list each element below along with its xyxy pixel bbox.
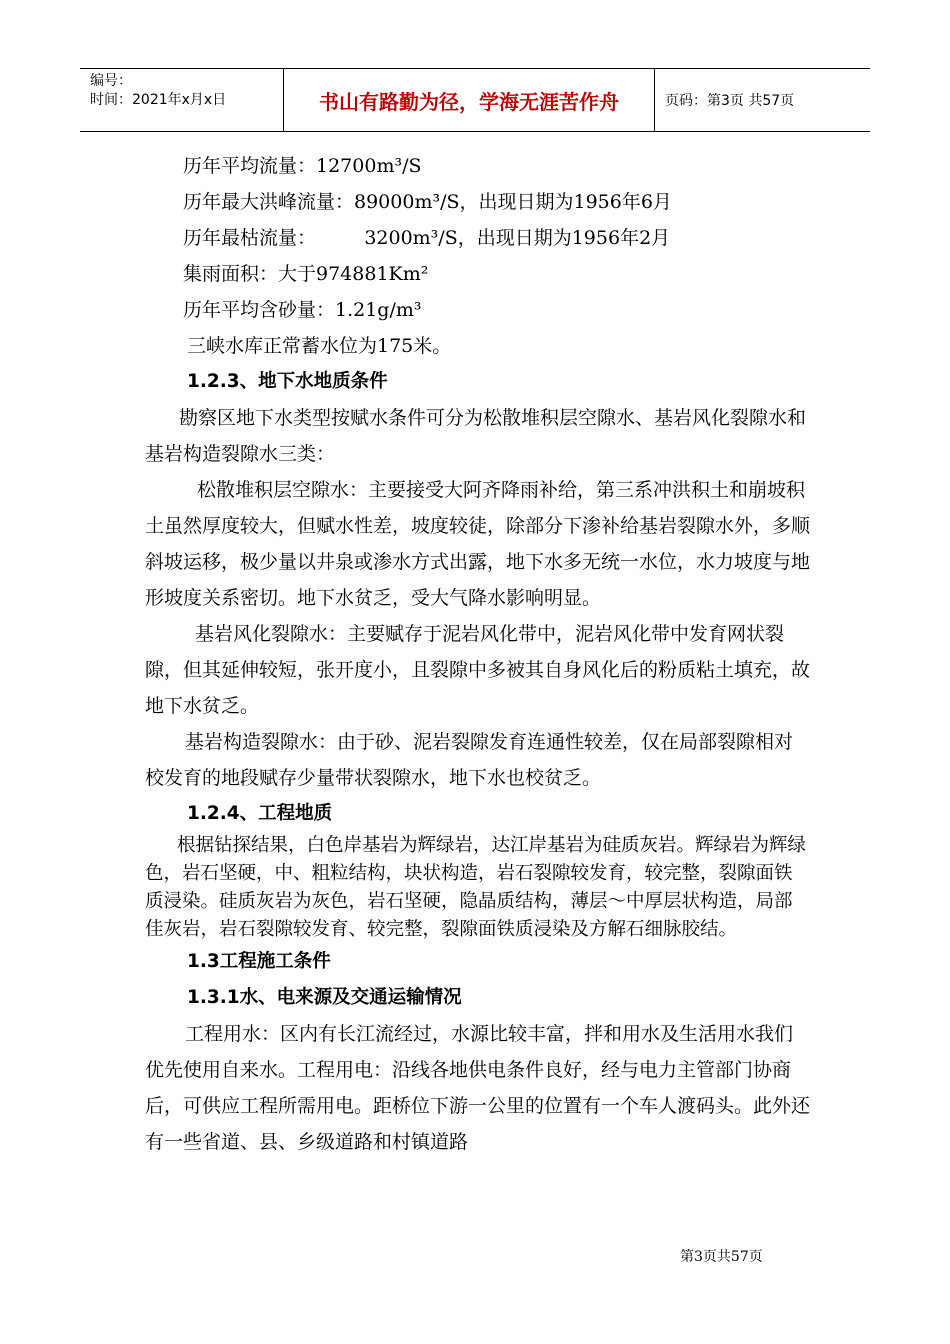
document-body [145, 148, 810, 1160]
header-page-number: 页码：第3页 共57页 [665, 93, 795, 109]
page-header [80, 68, 870, 132]
paragraph-loose-deposit-water: 松散堆积层空隙水：主要接受大阿齐降雨补给，第三系冲洪积土和崩坡积土虽然厚度较大，但赋水性差，坡度较徒，除部分下渗补给基岩裂隙水外，多顺斜坡运移，极少量以井泉或渗水方式出露，地下水多无统一水位，水力坡度与地形坡度关系密切。地下水贫乏，受大气降水影响明显。 [145, 479, 811, 609]
paragraph-weathered-fissure-water: 基岩风化裂隙水：主要赋存于泥岩风化带中，泥岩风化带中发育网状裂隙，但其延伸较短，张开度小，且裂隙中多被其自身风化后的粉质粘土填充，故地下水贫乏。 [145, 623, 811, 717]
paragraph-engineering-geology: 根据钻探结果，白色岸基岩为辉绿岩，达江岸基岩为硅质灰岩。辉绿岩为辉绿色，岩石坚硬，中、粗粒结构，块状构造，岩石裂隙较发育，较完整，裂隙面铁质浸染。硅质灰岩为灰色，岩石坚硬，隐晶质结构，薄层～中厚层状构造，局部佳灰岩，岩石裂隙较发育、较完整，裂隙面铁质浸染及方解石细脉胶结。 [145, 835, 807, 940]
max-flood-line: 历年最大洪峰流量：89000m³/S，出现日期为1956年6月 [183, 191, 672, 213]
section-heading-1-3-1: 1.3.1水、电来源及交通运输情况 [187, 987, 462, 1008]
page-footer: 第3页共57页 [680, 1249, 763, 1265]
section-heading-1-3: 1.3工程施工条件 [187, 951, 331, 972]
reservoir-line: 三峡水库正常蓄水位为175米。 [187, 335, 452, 357]
avg-flow-line: 历年平均流量：12700m³/S [183, 155, 422, 177]
sediment-line: 历年平均含砂量：1.21g/m³ [183, 299, 422, 321]
document-date: 时间：2021年x月x日 [90, 92, 227, 108]
paragraph-water-power-transport: 工程用水：区内有长江流经过，水源比较丰富，拌和用水及生活用水我们优先使用自来水。工程用电：沿线各地供电条件良好，经与电力主管部门协商后，可供应工程所需用电。距桥位下游一公里的位置有一个车人渡码头。此外还有一些省道、县、乡级道路和村镇道路 [145, 1023, 811, 1153]
document-number: 编号： [90, 73, 132, 89]
min-flow-line: 历年最枯流量： 3200m³/S，出现日期为1956年2月 [183, 227, 671, 249]
paragraph-structural-fissure-water: 基岩构造裂隙水：由于砂、泥岩裂隙发育连通性较差，仅在局部裂隙相对校发育的地段赋存少量带状裂隙水，地下水也校贫乏。 [145, 731, 794, 789]
header-meta [80, 69, 283, 131]
header-motto: 书山有路勤为径，学海无涯苦作舟 [283, 69, 655, 131]
section-heading-1-2-4: 1.2.4、工程地质 [187, 803, 333, 824]
section-heading-1-2-3: 1.2.3、地下水地质条件 [187, 371, 388, 392]
catchment-line: 集雨面积：大于974881Km² [183, 263, 429, 285]
paragraph-groundwater-intro: 勘察区地下水类型按赋水条件可分为松散堆积层空隙水、基岩风化裂隙水和基岩构造裂隙水三类： [145, 407, 807, 465]
